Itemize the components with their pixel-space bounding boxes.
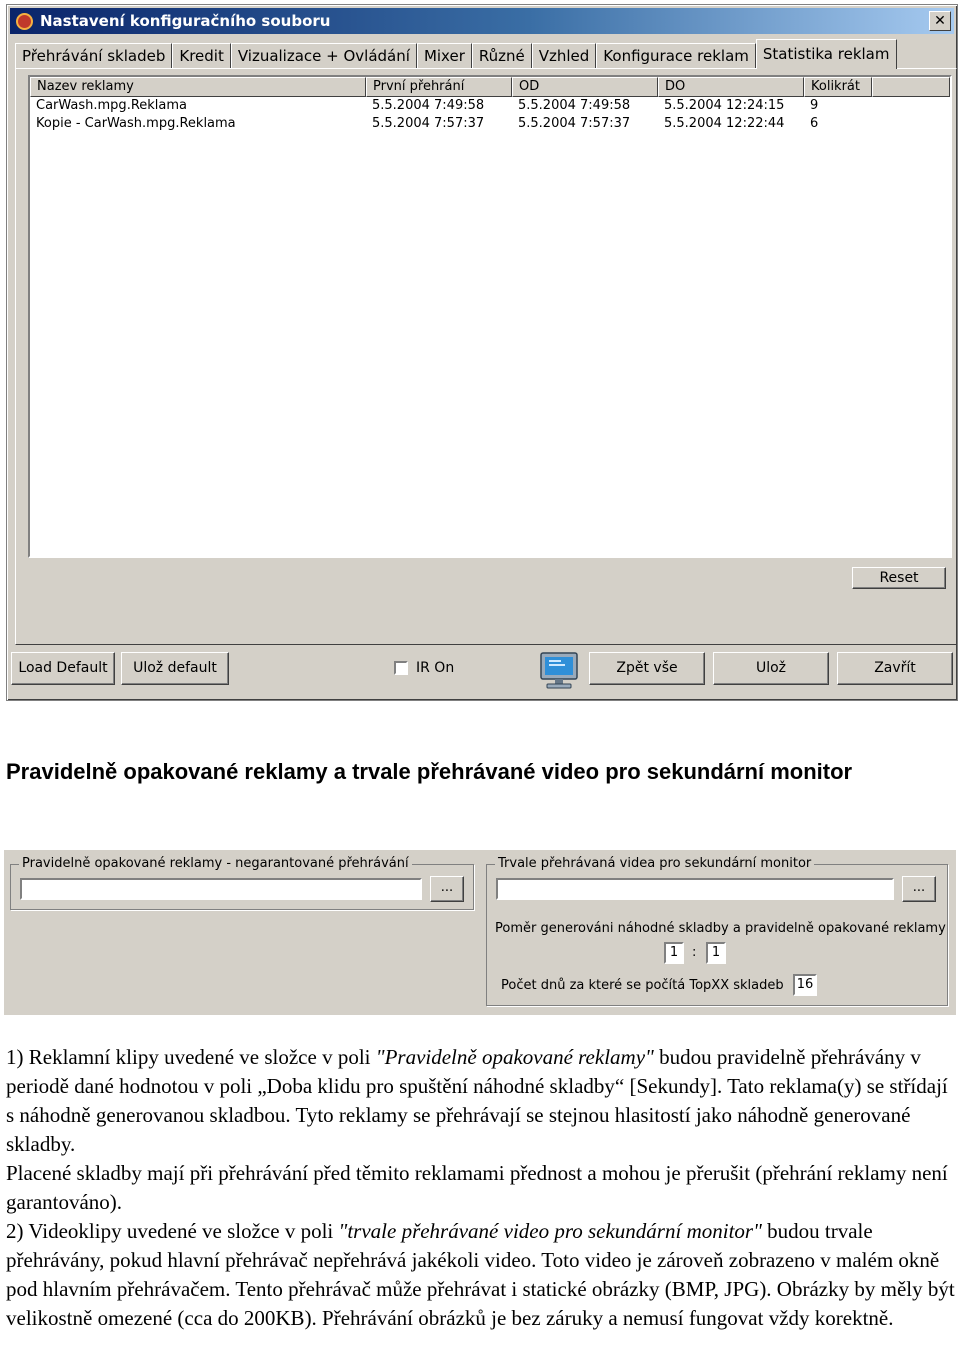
paragraph-2: Placené skladby mají při přehrávání před těmito reklamami přednost a mohou je přerušit (přehrání reklamy není garantováno). [6,1161,948,1214]
column-od[interactable]: OD [512,77,658,97]
repeated-ads-browse-button[interactable]: ... [430,876,464,902]
cell-prvni: 5.5.2004 7:49:58 [372,98,485,113]
cell-prvni: 5.5.2004 7:57:37 [372,116,485,131]
ads-statistics-list[interactable] [28,75,952,558]
monitor-icon[interactable] [539,650,581,692]
tab-vzhled[interactable]: Vzhled [532,43,597,69]
ratio-left-input[interactable]: 1 [664,942,684,964]
close-icon[interactable]: ✕ [929,11,951,31]
column-filler [872,77,950,97]
ratio-label: Poměr generováni náhodné skladby a pravidelně opakované reklamy [495,921,946,936]
ads-settings-panel [4,850,956,1015]
cell-do: 5.5.2004 12:24:15 [664,98,785,113]
cell-od: 5.5.2004 7:57:37 [518,116,631,131]
reset-button[interactable]: Reset [852,567,946,589]
load-default-button[interactable]: Load Default [11,652,115,685]
paragraph-1: 1) Reklamní klipy uvedené ve složce v poli "Pravidelně opakované reklamy" budou pravidelně přehrávány v periodě dané hodnotou v poli „Doba klidu pro spuštění náhodné skladby“ [Sekundy]. Tato reklama(y) se střídají s náhodně generovanou skladbou. Tyto reklamy se přehrávají se stejnou hlasitostí jako náhodně generované skladby. [6,1045,948,1156]
column-nazev-reklamy[interactable]: Nazev reklamy [30,77,366,97]
column-kolikrat[interactable]: Kolikrát [804,77,872,97]
secondary-video-browse-button[interactable]: ... [902,876,936,902]
days-label: Počet dnů za které se počítá TopXX skladeb [501,978,784,993]
tab-mixer[interactable]: Mixer [417,43,472,69]
cell-nazev: CarWash.mpg.Reklama [36,98,188,113]
ratio-separator: : [692,945,697,960]
title-bar [10,8,954,34]
cell-nazev: Kopie - CarWash.mpg.Reklama [36,116,236,131]
window-title: Nastavení konfiguračního souboru [40,12,331,30]
column-prvni-prehrani[interactable]: První přehrání [366,77,512,97]
repeated-ads-path-input[interactable] [20,878,422,900]
statistics-tab-panel [15,68,957,645]
ir-on-checkbox[interactable] [394,658,454,678]
column-do[interactable]: DO [658,77,804,97]
tab-strip [15,39,897,69]
ir-on-label: IR On [416,660,455,676]
paragraph-3: 2) Videoklipy uvedené ve složce v poli "trvale přehrávané video pro sekundární monitor" budou trvale přehrávány, pokud hlavní přehrávač nepřehrává jakékoli video. Toto video je zároveň zobrazeno v malém okně pod hlavním přehrávačem. Tento přehrávač může přehrávat i statické obrázky (BMP, JPG). Obrázky by měly být velikostně omezené (cca do 200KB). Přehrávání obrázků je bez záruky a nemusí fungovat vždy korektně. [6,1219,955,1330]
tab-ruzne[interactable]: Různé [472,43,532,69]
list-item[interactable] [30,115,950,133]
list-header [30,77,950,97]
tab-konfigurace-reklam[interactable]: Konfigurace reklam [596,43,756,69]
zavrit-button[interactable]: Zavřít [837,652,953,685]
tab-kredit[interactable]: Kredit [172,43,230,69]
config-dialog [6,4,958,701]
ir-on-checkbox-box[interactable] [394,661,408,675]
secondary-video-group-title: Trvale přehrávaná videa pro sekundární monitor [495,856,814,872]
repeated-ads-group-title: Pravidelně opakované reklamy - negarantované přehrávání [19,856,412,872]
uloz-button[interactable]: Ulož [713,652,829,685]
cell-kolikrat: 6 [810,116,819,131]
tab-statistika-reklam[interactable]: Statistika reklam [756,39,897,69]
ratio-right-input[interactable]: 1 [706,942,726,964]
app-icon [16,13,33,30]
uloz-default-button[interactable]: Ulož default [121,652,229,685]
list-item[interactable] [30,97,950,115]
zpet-vse-button[interactable]: Zpět vše [589,652,705,685]
secondary-video-path-input[interactable] [496,878,894,900]
days-input[interactable]: 16 [793,974,817,996]
description-text [6,1043,956,1333]
section-heading: Pravidelně opakované reklamy a trvale přehrávané video pro sekundární monitor [6,759,853,784]
cell-od: 5.5.2004 7:49:58 [518,98,631,113]
tab-vizualizace-ovladani[interactable]: Vizualizace + Ovládání [231,43,417,69]
cell-kolikrat: 9 [810,98,819,113]
cell-do: 5.5.2004 12:22:44 [664,116,785,131]
tab-prehravani-skladeb[interactable]: Přehrávání skladeb [15,43,172,69]
